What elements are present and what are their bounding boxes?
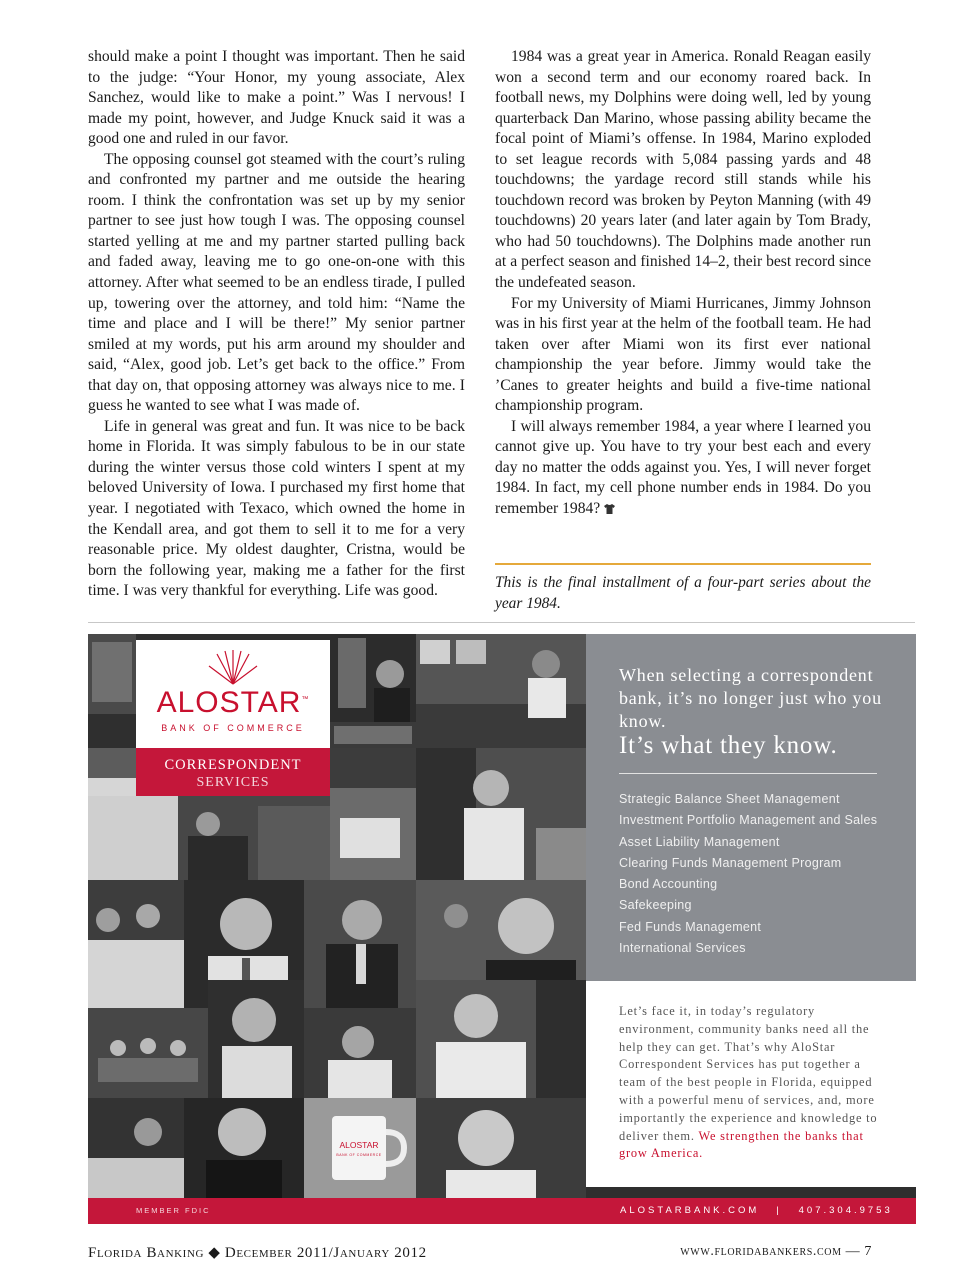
ad-photo-office <box>88 634 136 748</box>
ad-headline: When selecting a correspondent bank, it’s no longer just who you know. <box>619 665 882 731</box>
sunburst-logo-icon <box>208 648 258 686</box>
ad-photo-woman-portrait <box>184 1098 304 1198</box>
ad-photo-trading-desk <box>416 634 586 748</box>
alostar-advertisement <box>88 634 916 1224</box>
service-item: Asset Liability Management <box>619 834 780 849</box>
ad-photo-alostar-mug <box>304 1098 416 1198</box>
ad-photo-listener <box>88 1098 184 1198</box>
issue-date: December 2011/January 2012 <box>224 1245 427 1261</box>
logo-name: ALOSTAR <box>156 686 302 719</box>
article-column-right <box>495 47 871 520</box>
service-item: Clearing Funds Management Program <box>619 855 842 870</box>
services-title-line2: SERVICES <box>196 775 270 790</box>
ad-headline-big: It’s what they know. <box>619 732 838 759</box>
services-info-panel <box>586 634 916 981</box>
ad-body-text <box>619 1003 889 1163</box>
magazine-name: Florida Banking <box>88 1245 205 1261</box>
series-divider <box>495 563 871 565</box>
series-note: This is the final installment of a four-part series about the year 1984. <box>495 574 871 612</box>
service-item: Safekeeping <box>619 898 692 913</box>
page-footer-right <box>680 1244 872 1260</box>
jersey-end-mark-icon <box>604 504 615 514</box>
ad-photo-colleagues <box>88 880 184 1008</box>
service-item: International Services <box>619 941 746 956</box>
ad-photo-meeting-hand <box>330 748 416 880</box>
ad-photo-agent-headset <box>416 748 586 880</box>
article-paragraph-text: I will always remember 1984, a year where I learned you cannot give up. You have to try your best each and every day no matter the odds against you. Yes, I will never forget 1984. In fact, my cell phone number ends in 1984. Do you remember 1984? <box>495 417 871 518</box>
ad-contact <box>620 1205 893 1216</box>
diamond-separator-icon: ◆ <box>208 1245 221 1261</box>
ad-photo-man-looking <box>208 980 304 1098</box>
service-list <box>619 789 877 959</box>
page-footer-left <box>88 1243 427 1262</box>
footer-dash: — <box>845 1244 861 1259</box>
ad-divider <box>88 622 915 623</box>
article-paragraph: Life in general was great and fun. It was nice to be back home in Florida. It was simply fabulous to be in our state during the winter versus those cold winters I spent at my beloved University of Iowa. I purchased my first home that year. I negotiated with Texaco, which owned the home in the Kendall area, and got them to sell it to me for a very reasonable price. My oldest daughter, Cristna, would be born the following year, making me a father for the first time. I was very thankful for everything. Life was good. <box>88 417 465 600</box>
ad-body-panel <box>586 981 916 1187</box>
ad-photo-conference-room <box>88 1008 208 1098</box>
service-item: Bond Accounting <box>619 877 718 892</box>
article-paragraph: should make a point I thought was important. Then he said to the judge: “Your Honor, my young associate, Alex Sanchez, would like to make a point.” Was I nervous! I made my point, however, and Judge Knuck said it was a good one and ruled in our favor. <box>88 48 465 148</box>
ad-slogan: We strengthen the banks that grow America. <box>619 1128 864 1161</box>
correspondent-services-box <box>136 748 330 796</box>
ad-photo-man-suit <box>304 880 416 1008</box>
ad-photo-man-laughing <box>416 980 586 1098</box>
ad-website-link[interactable]: ALOSTARBANK.COM <box>620 1205 760 1216</box>
alostar-logo <box>136 686 330 720</box>
footer-website-link[interactable]: www.floridabankers.com <box>680 1244 842 1259</box>
article-paragraph: The opposing counsel got steamed with the court’s ruling and confronted my partner and me outside the hearing room. I think the confrontation was set up by my senior partner to see just how tough I was. The opposing counsel started yelling at me and my partner started pulling back and faded away, leaving me to go one-on-one with this attorney. After what seemed to be an endless tirade, I pulled up, towering over the attorney, and told him: “Name the time and place and I will be there!” My senior partner smiled at my words, put his arm around my shoulder and said, “Alex, good job. Let’s get back to the office.” From that day on, that opposing attorney was always nice to me. I guess he wanted to see what I was made of. <box>88 150 465 415</box>
alostar-logo-panel <box>136 640 330 748</box>
service-item: Fed Funds Management <box>619 919 762 934</box>
page-number: 7 <box>864 1244 872 1259</box>
ad-photo-presentation <box>88 796 330 880</box>
ad-photo-trading-floor <box>330 722 416 748</box>
services-title-line1: CORRESPONDENT <box>164 757 302 773</box>
ad-body-copy: Let’s face it, in today’s regulatory environment, community banks need all the help they can get. That’s why AloStar Correspondent Services has put together a team of the best people in Florida, equipped with a powerful menu of services, and, more importantly the experience and knowledge to deliver them. <box>619 1004 878 1143</box>
mug-logo: ALOSTAR <box>339 1140 379 1150</box>
article-paragraph: For my University of Miami Hurricanes, Jimmy Johnson was in his first year at the helm of the football team. He had taken over after Miami won its first ever national championship the year before. Jimmy would take the ’Canes to greater heights and build a five-time national championship program. <box>495 294 871 415</box>
mug-tagline: BANK OF COMMERCE <box>336 1153 382 1157</box>
article-paragraph-final <box>495 417 871 520</box>
contact-separator: | <box>776 1205 782 1216</box>
ad-photo-reading <box>304 1008 416 1098</box>
headline-divider <box>619 773 877 774</box>
logo-tagline: BANK OF COMMERCE <box>161 723 305 733</box>
service-item: Strategic Balance Sheet Management <box>619 792 840 806</box>
ad-phone: 407.304.9753 <box>798 1205 893 1216</box>
ad-photo-man-closeup <box>416 1098 586 1198</box>
member-fdic: MEMBER FDIC <box>136 1206 211 1215</box>
article-column-left <box>88 47 465 602</box>
logo-trademark: ™ <box>301 696 310 703</box>
article-paragraph: 1984 was a great year in America. Ronald Reagan easily won a second term and our economy roared back. In football news, my Dolphins were doing well, led by young quarterback Dan Marino, whose passing ability became the focal point of Miami’s offense. In 1984, Marino exploded to set league records with 5,084 passing yards and 48 touchdowns; the yardage record still stands while his touchdown record was broken by Peyton Manning (with 49 touchdowns) 20 years later (and later again by Tom Brady, who had 50 touchdowns). The Dolphins made another run at a perfect season and finished 14–2, their best record since the undefeated season. <box>495 48 871 292</box>
service-item: Investment Portfolio Management and Sales <box>619 813 878 828</box>
ad-footer-bar <box>88 1198 916 1224</box>
